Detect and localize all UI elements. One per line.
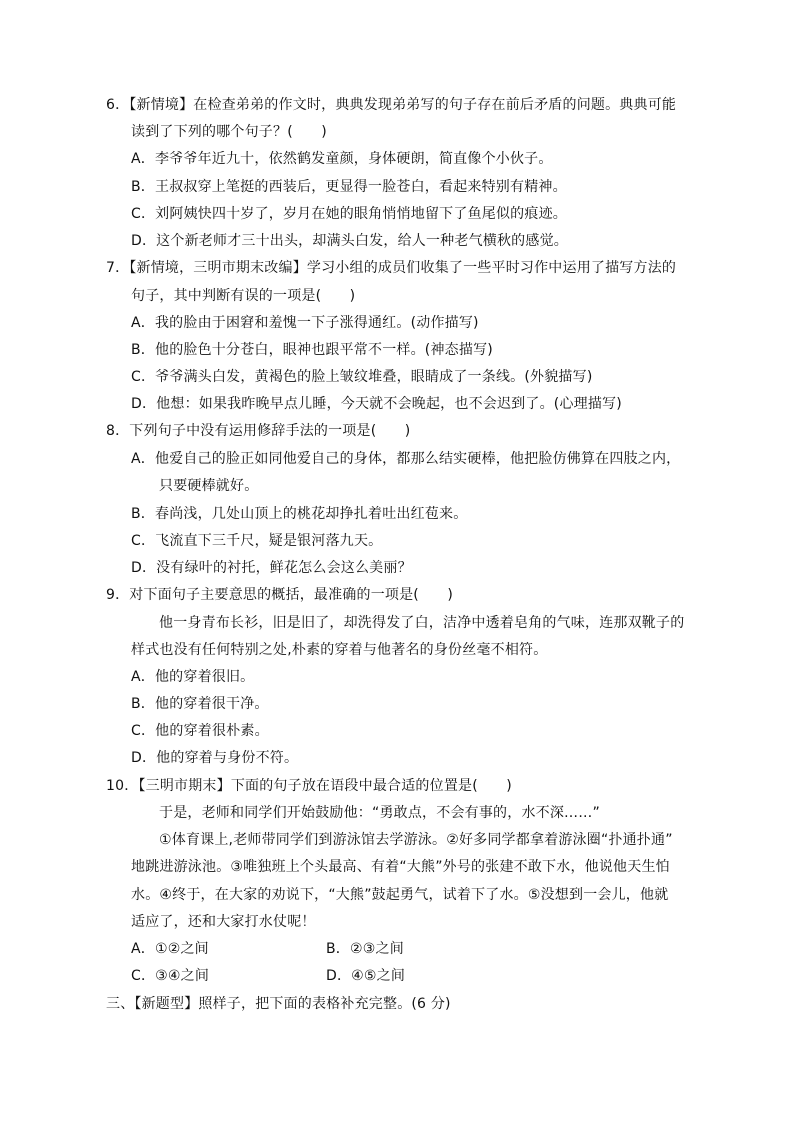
q10-passage-line4: 适应了，还和大家打水仗呢！	[131, 914, 316, 930]
q7-option-b: B．他的脸色十分苍白，眼神也跟平常不一样。(神态描写)	[131, 342, 493, 358]
q8-option-d: D．没有绿叶的衬托，鲜花怎么会这么美丽？	[131, 560, 412, 576]
q8-option-a-line2: 只要硬棒就好。	[159, 478, 259, 494]
q8-option-a-line1: A．他爱自己的脸正如同他爱自己的身体，都那么结实硬棒，他把脸仿佛算在四肢之内，	[131, 451, 681, 467]
q10-passage-line1: ①体育课上,老师带同学们到游泳馆去学游泳。②好多同学都拿着游泳圈“扑通扑通”	[159, 832, 673, 848]
q6-option-b: B．王叔叔穿上笔挺的西装后，更显得一脸苍白，看起来特别有精神。	[131, 179, 567, 195]
q10-passage-line2: 地跳进游泳池。③唯独班上个头最高、有着“大熊”外号的张建不敢下水，他说他天生怕	[131, 859, 670, 875]
q10-stem: 10．【三明市期末】下面的句子放在语段中最合适的位置是( )	[106, 778, 512, 794]
q9-stem: 9．对下面句子主要意思的概括，最准确的一项是( )	[106, 587, 454, 603]
q7-stem-line2: 句子，其中判断有误的一项是( )	[131, 288, 356, 304]
q9-option-a: A．他的穿着很旧。	[131, 669, 255, 685]
q10-option-d: D．④⑤之间	[326, 968, 406, 984]
q7-option-d: D．他想：如果我昨晚早点儿睡，今天就不会晚起，也不会迟到了。(心理描写)	[131, 396, 622, 412]
q10-passage-line3: 水。④终于，在大家的劝说下，“大熊”鼓起勇气，试着下了水。⑤没想到一会儿，他就	[131, 887, 669, 903]
q6-option-a: A．李爷爷年近九十，依然鹤发童颜，身体硬朗，简直像个小伙子。	[131, 151, 553, 167]
q9-passage-line1: 他一身青布长衫，旧是旧了，却洗得发了白，洁净中透着皂角的气味，连那双靴子的	[159, 615, 685, 631]
q7-stem-line1: 7．【新情境，三明市期末改编】学习小组的成员们收集了一些平时习作中运用了描写方法的	[106, 260, 677, 276]
q10-option-b: B．②③之间	[326, 941, 404, 957]
section-3-title: 三、【新题型】照样子，把下面的表格补充完整。(6 分)	[106, 996, 451, 1012]
q9-option-b: B．他的穿着很干净。	[131, 696, 269, 712]
q10-option-c: C．③④之间	[131, 968, 210, 984]
q8-option-c: C．飞流直下三千尺，疑是银河落九天。	[131, 533, 383, 549]
q6-stem-line2: 读到了下列的哪个句子？( )	[131, 124, 327, 140]
q10-option-a: A．①②之间	[131, 941, 209, 957]
q7-option-c: C．爷爷满头白发，黄褐色的脸上皱纹堆叠，眼睛成了一条线。(外貌描写)	[131, 369, 593, 385]
q6-option-c: C．刘阿姨快四十岁了，岁月在她的眼角悄悄地留下了鱼尾似的痕迹。	[131, 206, 567, 222]
q7-option-a: A．我的脸由于困窘和羞愧一下子涨得通红。(动作描写)	[131, 315, 479, 331]
q6-stem-line1: 6．【新情境】在检查弟弟的作文时，典典发现弟弟写的句子存在前后矛盾的问题。典典可能	[106, 97, 677, 113]
q8-option-b: B．春尚浅，几处山顶上的桃花却挣扎着吐出红苞来。	[131, 506, 468, 522]
q6-option-d: D．这个新老师才三十出头，却满头白发，给人一种老气横秋的感觉。	[131, 233, 568, 249]
q9-option-c: C．他的穿着很朴素。	[131, 723, 269, 739]
q10-target-sentence: 于是，老师和同学们开始鼓励他：“勇敢点，不会有事的，水不深……”	[159, 805, 600, 821]
q9-passage-line2: 样式也没有任何特别之处,朴素的穿着与他著名的身份丝毫不相符。	[131, 642, 548, 658]
q8-stem: 8．下列句子中没有运用修辞手法的一项是( )	[106, 423, 411, 439]
q9-option-d: D．他的穿着与身份不符。	[131, 750, 299, 766]
